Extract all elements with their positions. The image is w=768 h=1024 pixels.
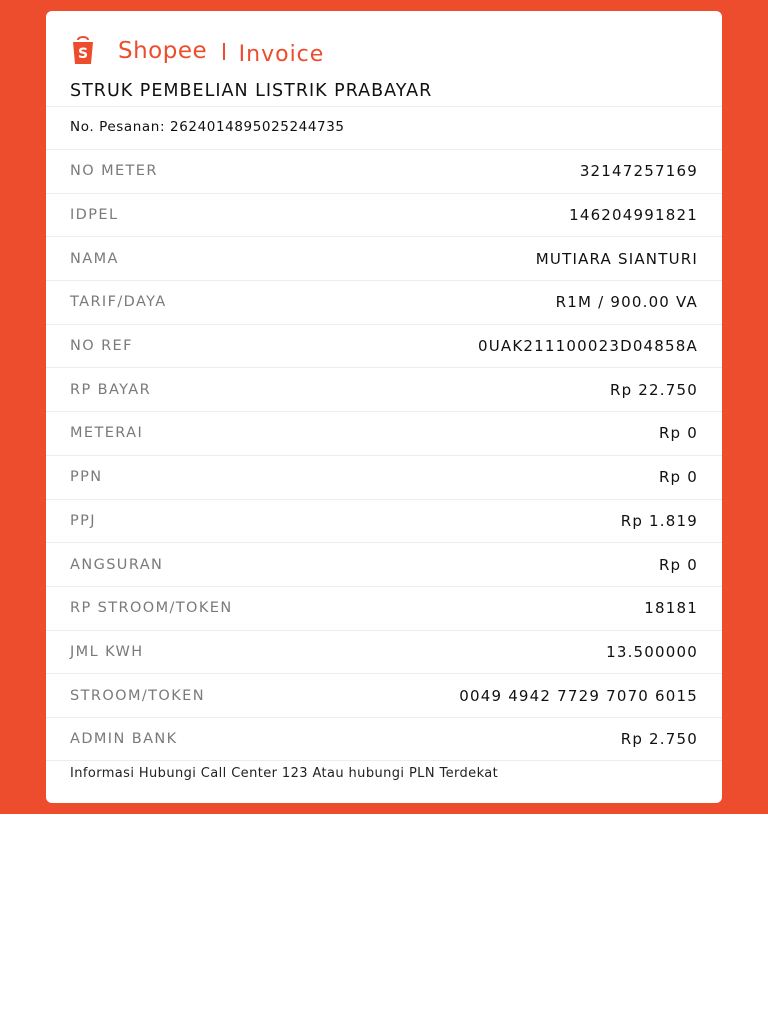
row-value: 13.500000 <box>606 642 698 661</box>
row-label: NO METER <box>70 163 158 180</box>
row-label: NO REF <box>70 338 133 355</box>
brand-divider <box>223 43 225 60</box>
brand-name: Shopee <box>118 38 208 64</box>
divider <box>46 760 722 761</box>
divider <box>46 106 722 107</box>
row-value: Rp 0 <box>658 555 698 574</box>
receipt-row <box>46 499 722 543</box>
receipt-row <box>46 542 722 586</box>
svg-text:S: S <box>77 46 89 62</box>
row-label: TARIF/DAYA <box>70 294 167 311</box>
row-value: 18181 <box>644 599 698 618</box>
row-label: NAMA <box>70 250 119 267</box>
footer-info: Informasi Hubungi Call Center 123 Atau hubungi PLN Terdekat <box>70 766 499 781</box>
invoice-card <box>46 11 722 803</box>
receipt-row <box>46 630 722 674</box>
row-label: ADMIN BANK <box>70 731 178 748</box>
row-value: Rp 0 <box>658 468 698 487</box>
receipt-row <box>46 673 722 717</box>
receipt-row <box>46 717 722 761</box>
receipt-row <box>46 411 722 455</box>
row-value: MUTIARA SIANTURI <box>535 249 698 268</box>
receipt-row <box>46 367 722 411</box>
row-value: 146204991821 <box>569 206 698 225</box>
receipt-row <box>46 324 722 368</box>
brand-header <box>68 33 324 69</box>
order-number: No. Pesanan: 2624014895025244735 <box>70 119 345 135</box>
receipt-row <box>46 455 722 499</box>
row-value: R1M / 900.00 VA <box>555 293 698 312</box>
row-label: PPJ <box>70 512 96 529</box>
row-label: RP BAYAR <box>70 381 152 398</box>
row-value: Rp 0 <box>658 424 698 443</box>
row-label: IDPEL <box>70 207 119 224</box>
row-value: 0UAK211100023D04858A <box>477 337 698 356</box>
invoice-label: Invoice <box>238 41 325 67</box>
row-label: ANGSURAN <box>70 556 164 573</box>
row-label: RP STROOM/TOKEN <box>70 600 233 617</box>
row-label: METERAI <box>70 425 144 442</box>
row-label: JML KWH <box>70 643 144 660</box>
row-value: 0049 4942 7729 7070 6015 <box>459 686 698 705</box>
receipt-row <box>46 149 722 193</box>
row-value: Rp 2.750 <box>620 730 698 749</box>
receipt-title: STRUK PEMBELIAN LISTRIK PRABAYAR <box>70 81 433 101</box>
receipt-row <box>46 280 722 324</box>
row-value: 32147257169 <box>579 162 698 181</box>
receipt-rows <box>46 149 722 761</box>
row-label: PPN <box>70 469 103 486</box>
row-label: STROOM/TOKEN <box>70 687 205 704</box>
row-value: Rp 22.750 <box>610 380 698 399</box>
shopee-bag-icon <box>68 36 112 66</box>
receipt-row <box>46 236 722 280</box>
row-value: Rp 1.819 <box>620 511 698 530</box>
receipt-row <box>46 193 722 237</box>
receipt-row <box>46 586 722 630</box>
